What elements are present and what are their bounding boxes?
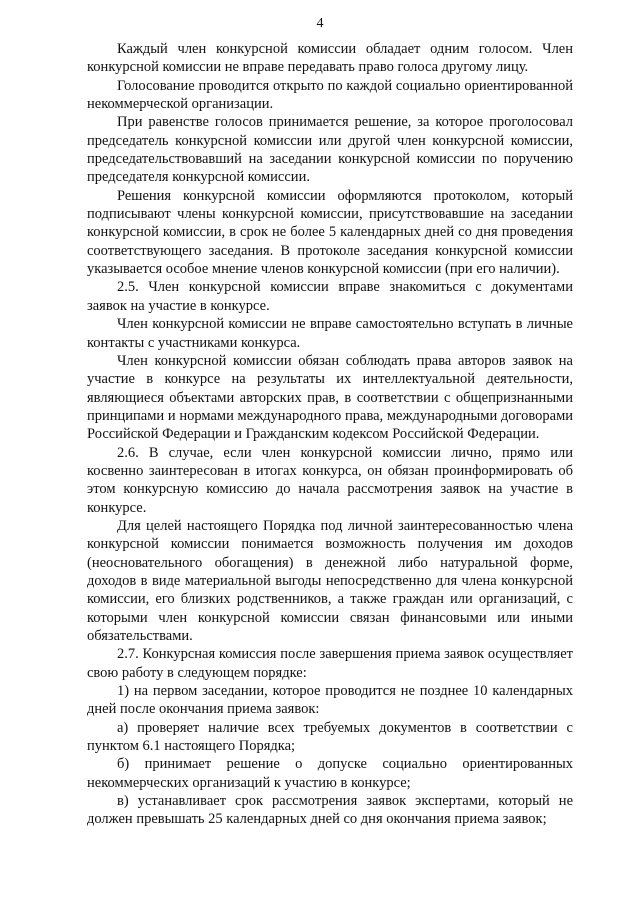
paragraph-equal-votes: При равенстве голосов принимается решение, за которое проголосовал председатель конкурсной комиссии или другой член конкурсной комиссии, председательствовавший на заседании конкурсной комиссии по поручению председателя конкурсной комиссии. [87,114,573,186]
paragraph-2-6: 2.6. В случае, если член конкурсной комиссии лично, прямо или косвенно заинтересован в итогах конкурса, он обязан проинформировать об этом конкурсную комиссию до начала рассмотрения заявок на участие в конкурсе. [87,444,573,516]
paragraph-first-meeting: 1) на первом заседании, которое проводится не позднее 10 календарных дней после окончания приема заявок: [87,683,573,718]
page-number: 4 [316,16,324,31]
paragraph-no-contacts: Член конкурсной комиссии не вправе самостоятельно вступать в личные контакты с участниками конкурса. [87,316,573,351]
paragraph-item-a: а) проверяет наличие всех требуемых документов в соответствии с пунктом 6.1 настоящего Порядка; [87,719,573,755]
paragraph-2-5: 2.5. Член конкурсной комиссии вправе знакомиться с документами заявок на участие в конкурсе. [87,279,573,314]
document-body [87,40,573,829]
paragraph-open-voting: Голосование проводится открыто по каждой социально ориентированной некоммерческой организации. [87,77,573,113]
paragraph-2-7: 2.7. Конкурсная комиссия после завершения приема заявок осуществляет свою работу в следующем порядке: [87,646,573,681]
paragraph-item-b: б) принимает решение о допуске социально ориентированных некоммерческих организаций к участию в конкурсе; [87,756,573,791]
paragraph-protocol: Решения конкурсной комиссии оформляются протоколом, который подписывают члены конкурсной комиссии, присутствовавшие на заседании конкурсной комиссии, в срок не более 5 календарных дней со дня проведения соответствующего заседания. В протоколе заседания конкурсной комиссии указывается особое мнение членов конкурсной комиссии (при его наличии). [87,187,573,278]
paragraph-author-rights: Член конкурсной комиссии обязан соблюдать права авторов заявок на участие в конкурсе на результаты их интеллектуальной деятельности, являющиеся объектами авторских прав, в соответствии с общепризнанными принципами и нормами международного права, международными договорами Российской Федерации и Гражданским кодексом Российской Федерации. [87,352,573,443]
paragraph-personal-interest: Для целей настоящего Порядка под личной заинтересованностью члена конкурсной комиссии понимается возможность получения им доходов (неосновательного обогащения) в денежной либо натуральной форме, доходов в виде материальной выгоды непосредственно для члена конкурсной комиссии, его близких родственников, а также граждан или организаций, с которыми член конкурсной комиссии связан финансовыми или иными обязательствами. [87,517,573,644]
paragraph-item-v: в) устанавливает срок рассмотрения заявок экспертами, который не должен превышать 25 календарных дней со дня окончания приема заявок; [87,793,573,828]
paragraph-voting-right: Каждый член конкурсной комиссии обладает одним голосом. Член конкурсной комиссии не вправе передавать право голоса другому лицу. [87,41,573,76]
